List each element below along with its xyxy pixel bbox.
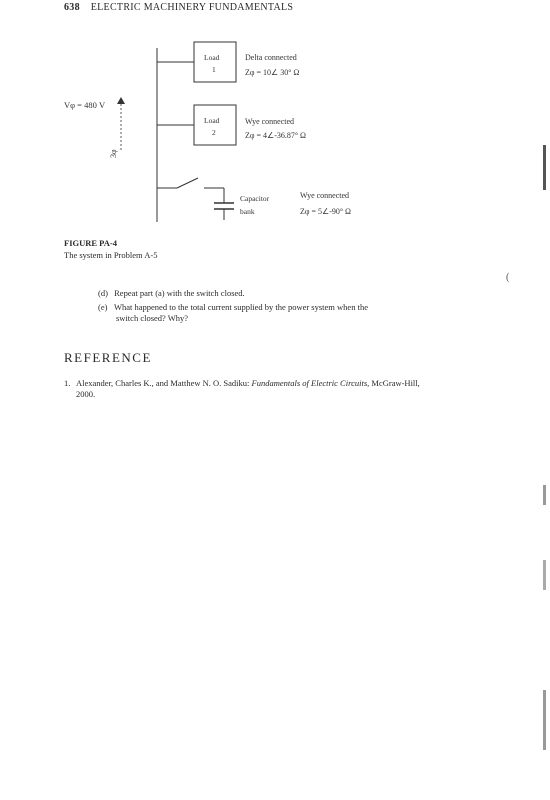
- page-edge-shadow-mid: [543, 485, 546, 505]
- circuit-diagram: [0, 0, 550, 240]
- figure-caption-text: The system in Problem A-5: [64, 250, 158, 260]
- load-1-box: [194, 42, 236, 82]
- question-e-text-line1: What happened to the total current supplied by the power system when the: [113, 302, 368, 312]
- reference-title: Fundamentals of Electric Circuits: [251, 378, 368, 388]
- load-2-box-line1: Load: [204, 116, 220, 125]
- reference-year: 2000.: [76, 389, 96, 399]
- source-voltage-label: Vφ = 480 V: [64, 100, 106, 110]
- load-1-connection: Delta connected: [245, 53, 297, 62]
- load-1-box-line2: 1: [212, 65, 216, 74]
- question-d-label: (d): [98, 288, 108, 298]
- references-heading: REFERENCE: [64, 350, 152, 365]
- capacitor-label-line2: bank: [240, 207, 255, 216]
- reference-item: [64, 378, 504, 400]
- capacitor-label-line1: Capacitor: [240, 194, 270, 203]
- load-1-impedance: Zφ = 10∠ 30° Ω: [245, 68, 300, 77]
- phase-label: 3φ: [109, 149, 118, 158]
- question-d: [98, 288, 498, 299]
- reference-number: 1.: [64, 378, 71, 388]
- source-arrow-head: [117, 97, 125, 104]
- stray-mark: (: [506, 272, 510, 283]
- reference-authors: Alexander, Charles K., and Matthew N. O. Sadiku:: [76, 378, 252, 388]
- switch-blade: [177, 178, 198, 188]
- capacitor-impedance: Zφ = 5∠-90° Ω: [300, 207, 351, 216]
- question-d-text: Repeat part (a) with the switch closed.: [114, 288, 245, 298]
- load-2-box: [194, 105, 236, 145]
- figure-caption: [64, 237, 158, 261]
- page-edge-shadow-bottom: [543, 690, 546, 750]
- question-e-label: (e): [98, 302, 108, 312]
- reference-publisher: , McGraw-Hill,: [367, 378, 420, 388]
- running-title: ELECTRIC MACHINERY FUNDAMENTALS: [90, 2, 294, 13]
- load-2-box-line2: 2: [212, 128, 216, 137]
- question-e: [98, 302, 498, 324]
- page-edge-shadow-top: [543, 145, 546, 190]
- capacitor-connection: Wye connected: [300, 191, 350, 200]
- page-edge-shadow-low: [543, 560, 546, 590]
- page-number: 638: [64, 2, 80, 13]
- load-2-impedance: Zφ = 4∠-36.87° Ω: [245, 131, 306, 140]
- load-1-box-line1: Load: [204, 53, 220, 62]
- figure-label: FIGURE PA-4: [64, 238, 117, 248]
- question-e-text-line2: switch closed? Why?: [116, 313, 189, 323]
- load-2-connection: Wye connected: [245, 117, 295, 126]
